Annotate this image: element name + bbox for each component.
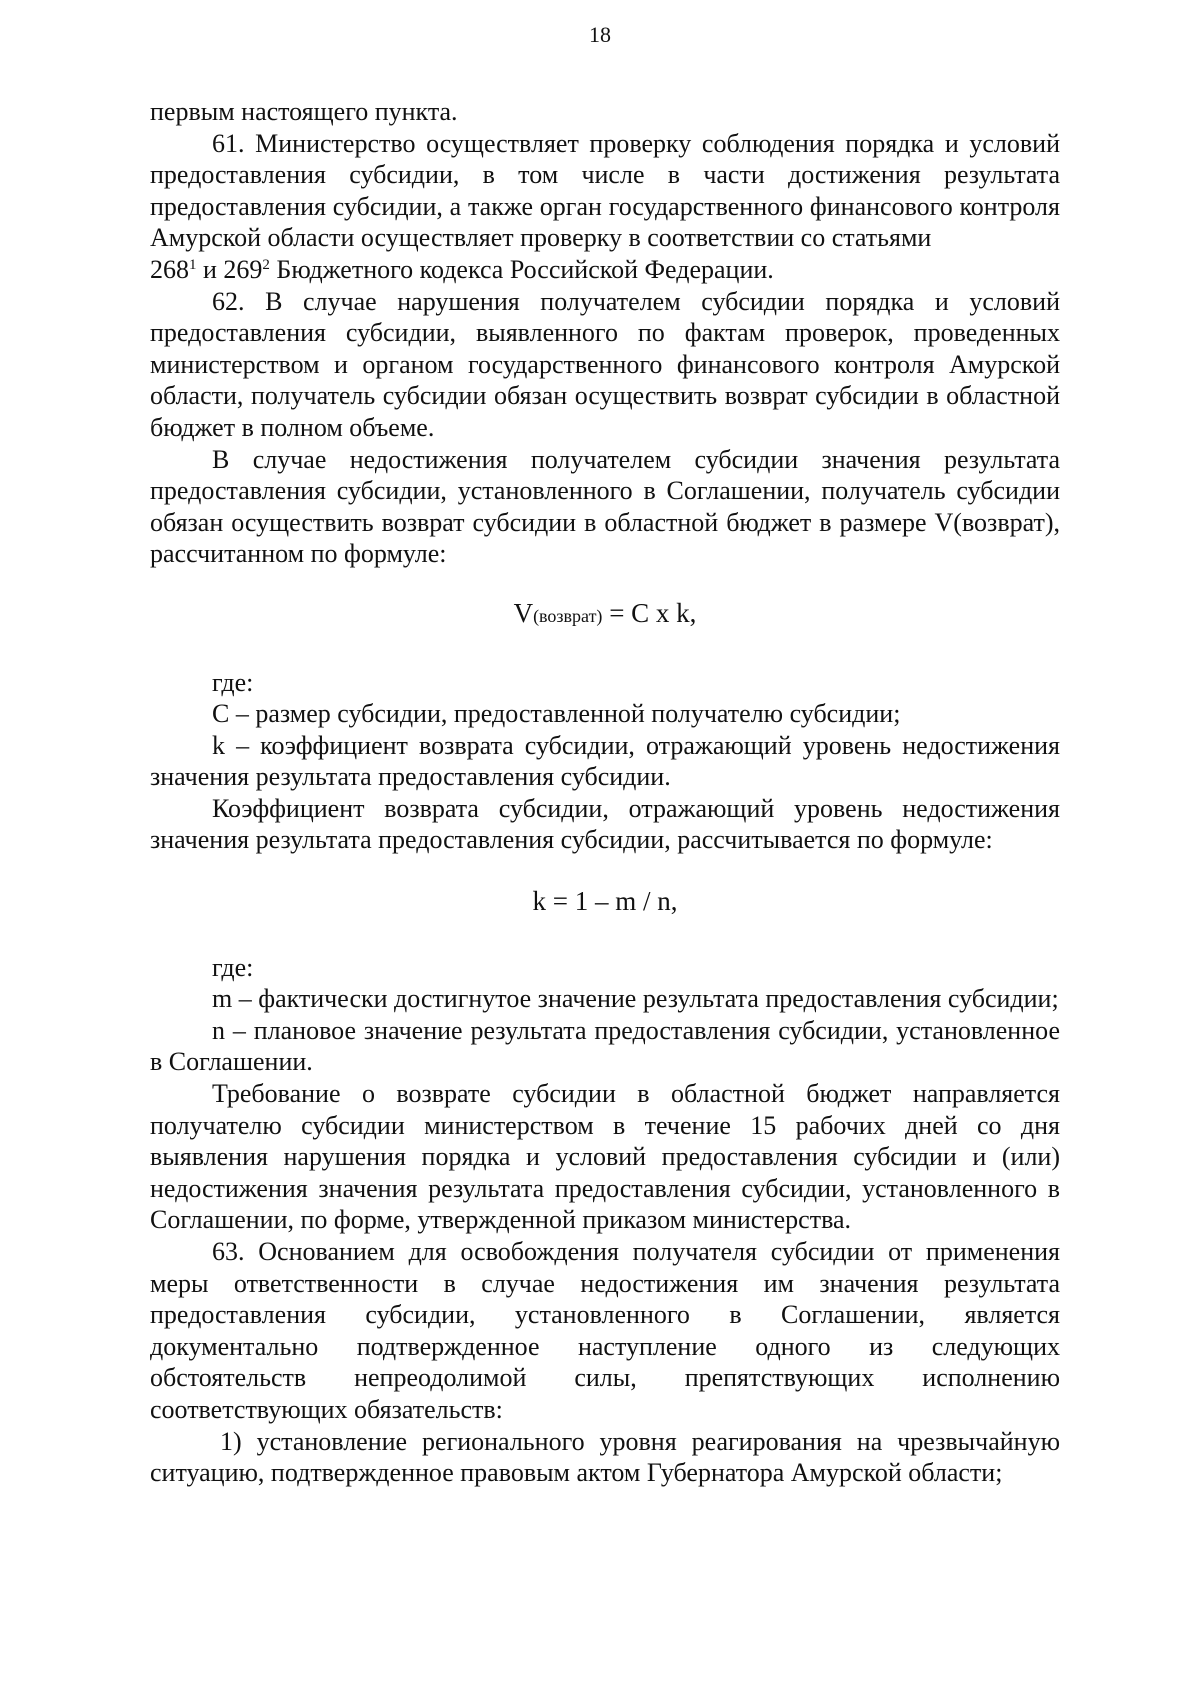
definition-k: k – коэффициент возврата субсидии, отражающий уровень недостижения значения результата предоставления субсидии. [150, 730, 1060, 792]
paragraph-k-intro: Коэффициент возврата субсидии, отражающий уровень недостижения значения результата предоставления субсидии, рассчитывается по формуле: [150, 793, 1060, 855]
article-ref-269-superscript: 2 [262, 256, 270, 273]
paragraph-requirement: Требование о возврате субсидии в областной бюджет направляется получателю субсидии министерством в течение 15 рабочих дней со дня выявления нарушения порядка и условий предоставления субсидии и (или) недостижения значения результата предоставления субсидии, установленного в Соглашении, по форме, утвержденной приказом министерства. [150, 1079, 1060, 1235]
page-number: 18 [589, 22, 611, 47]
paragraph-63-item-1: 1) установление регионального уровня реагирования на чрезвычайную ситуацию, подтвержденное правовым актом Губернатора Амурской области; [150, 1426, 1060, 1488]
definition-m: m – фактически достигнутое значение результата предоставления субсидии; [212, 984, 1059, 1014]
paragraph-62: 62. В случае нарушения получателем субсидии порядка и условий предоставления субсидии, выявленного по фактам проверок, проведенных министерством и органом государственного финансового контроля Амурской области, получатель субсидии обязан осуществить возврат субсидии в областной бюджет в полном объеме. [150, 286, 1060, 442]
formula-refund-rhs: = С х k, [602, 597, 697, 628]
article-ref-268: 268 [150, 254, 189, 284]
formula-refund [150, 598, 1060, 633]
paragraph-63: 63. Основанием для освобождения получателя субсидии от применения меры ответственности в случае недостижения им значения результата предоставления субсидии, установленного в Соглашении, является документально подтвержденное наступление одного из следующих обстоятельств непреодолимой силы, препятствующих исполнению соответствующих обязательств: [150, 1237, 1060, 1424]
article-ref-268-superscript: 1 [189, 256, 197, 273]
article-ref-269: 269 [223, 254, 263, 284]
definition-n: n – плановое значение результата предоставления субсидии, установленное в Соглашении. [150, 1015, 1060, 1077]
where-label-2: где: [212, 952, 254, 982]
paragraph-61-text: 61. Министерство осуществляет проверку соблюдения порядка и условий предоставления субсидии, в том числе в части достижения результата предоставления субсидии, а также орган государственного финансового контроля Амурской области осуществляет проверку в соответствии со статьями [150, 128, 1060, 253]
paragraph-continuation: первым настоящего пункта. [150, 97, 458, 126]
paragraph-61 [150, 128, 1060, 286]
formula-refund-subscript: (возврат) [533, 605, 603, 626]
formula-k: k = 1 – m / n, [532, 886, 678, 917]
document-body [150, 96, 1060, 1489]
paragraph-61-tail: Бюджетного кодекса Российской Федерации. [269, 254, 774, 284]
formula-refund-lhs: V [513, 597, 534, 628]
definition-c: С – размер субсидии, предоставленной получателю субсидии; [212, 699, 901, 729]
paragraph-62-refund: В случае недостижения получателем субсидии значения результата предоставления субсидии, установленного в Соглашении, получатель субсидии обязан осуществить возврат субсидии в областной бюджет в размере V(возврат), рассчитанном по формуле: [150, 444, 1060, 569]
where-label-1: где: [212, 667, 254, 697]
article-ref-conjunction: и [196, 254, 224, 284]
